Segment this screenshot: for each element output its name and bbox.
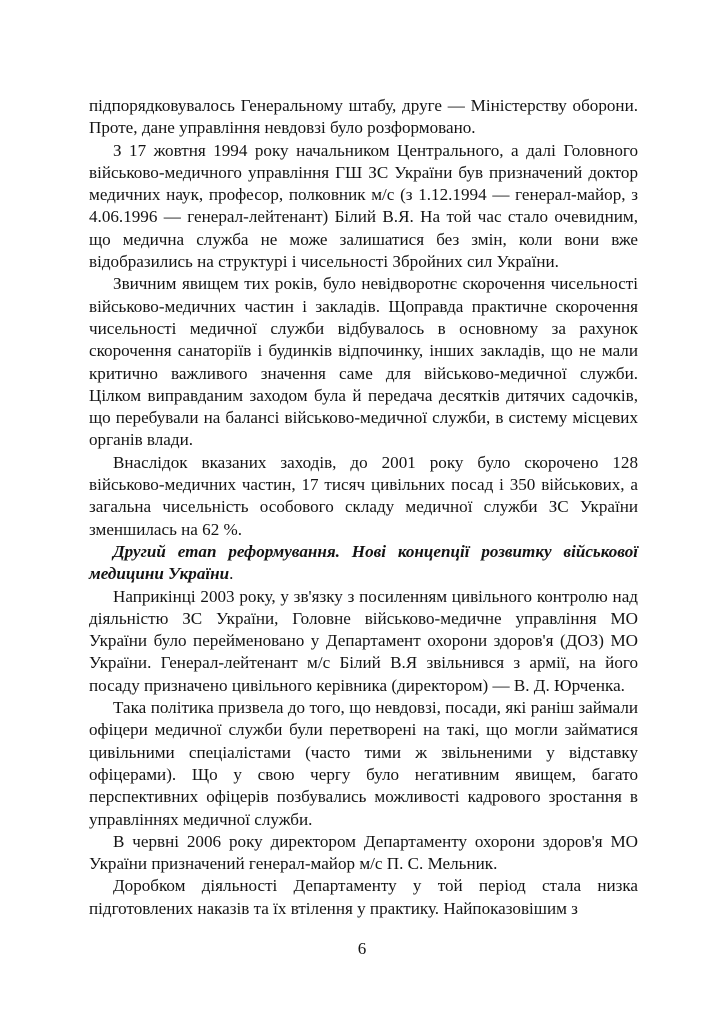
document-page [89, 95, 638, 920]
section-heading-tail: . [229, 564, 234, 584]
paragraph-7: В червні 2006 року директором Департаменту охорони здоров'я МО України призначений генерал-майор м/с П. С. Мельник. [89, 831, 638, 874]
section-heading: Другий етап реформування. Нові концепції розвитку військової медицини України [89, 541, 638, 584]
paragraph-8: Доробком діяльності Департаменту у той період стала низка підготовлених наказів та їх втілення у практику. Найпоказовішим з [89, 876, 638, 918]
paragraph-3: Звичним явищем тих років, було невідворотнє скорочення чисельності військово-медичних частин і закладів. Щоправда практичне скорочення чисельності медичної служби відбувалось в основному за рахунок скорочення санаторіїв і будинків відпочинку, інших закладів, що не мали критично важливого значення саме для військово-медичної служби. Цілком виправданим заходом була й передача десятків дитячих садочків, що перебували на балансі військово-медичної служби, в систему місцевих органів влади. [89, 274, 638, 450]
paragraph-2: З 17 жовтня 1994 року начальником Центрального, а далі Головного військово-медичного управління ГШ ЗС України був призначений доктор медичних наук, професор, полковник м/с (з 1.12.1994 — генерал-майор, з 4.06.1996 — генерал-лейтенант) Білий В.Я. На той час стало очевидним, що медична служба не може залишатися без змін, коли вони вже відобразились на структурі і чисельності Збройних сил України. [89, 140, 638, 272]
paragraph-1: підпорядковувалось Генеральному штабу, друге — Міністерству оборони. Проте, дане управління невдовзі було розформовано. [89, 96, 638, 138]
paragraph-6: Така політика призвела до того, що невдовзі, посади, які раніш займали офіцери медичної служби були перетворені на такі, що могли займатися цивільними спеціалістами (часто тими ж звільненими у відставку офіцерами). Що у свою чергу було негативним явищем, багато перспективних офіцерів позбувались можливості кадрового зростання в управліннях медичної служби. [89, 698, 638, 829]
paragraph-4: Внаслідок вказаних заходів, до 2001 року було скорочено 128 військово-медичних частин, 17 тисяч цивільних посад і 350 військових, а загальна чисельність особового складу медичної служби ЗС України зменшилась на 62 %. [89, 452, 638, 539]
section-heading-paragraph [89, 541, 638, 586]
paragraph-5: Наприкінці 2003 року, у зв'язку з посиленням цивільного контролю над діяльністю ЗС України, Головне військово-медичне управління МО України було перейменовано у Департамент охорони здоров'я (ДОЗ) МО України. Генерал-лейтенант м/с Білий В.Я звільнився з армії, на його посаду призначено цивільного керівника (директором) — В. Д. Юрченка. [89, 586, 638, 695]
page-number: 6 [357, 939, 367, 958]
